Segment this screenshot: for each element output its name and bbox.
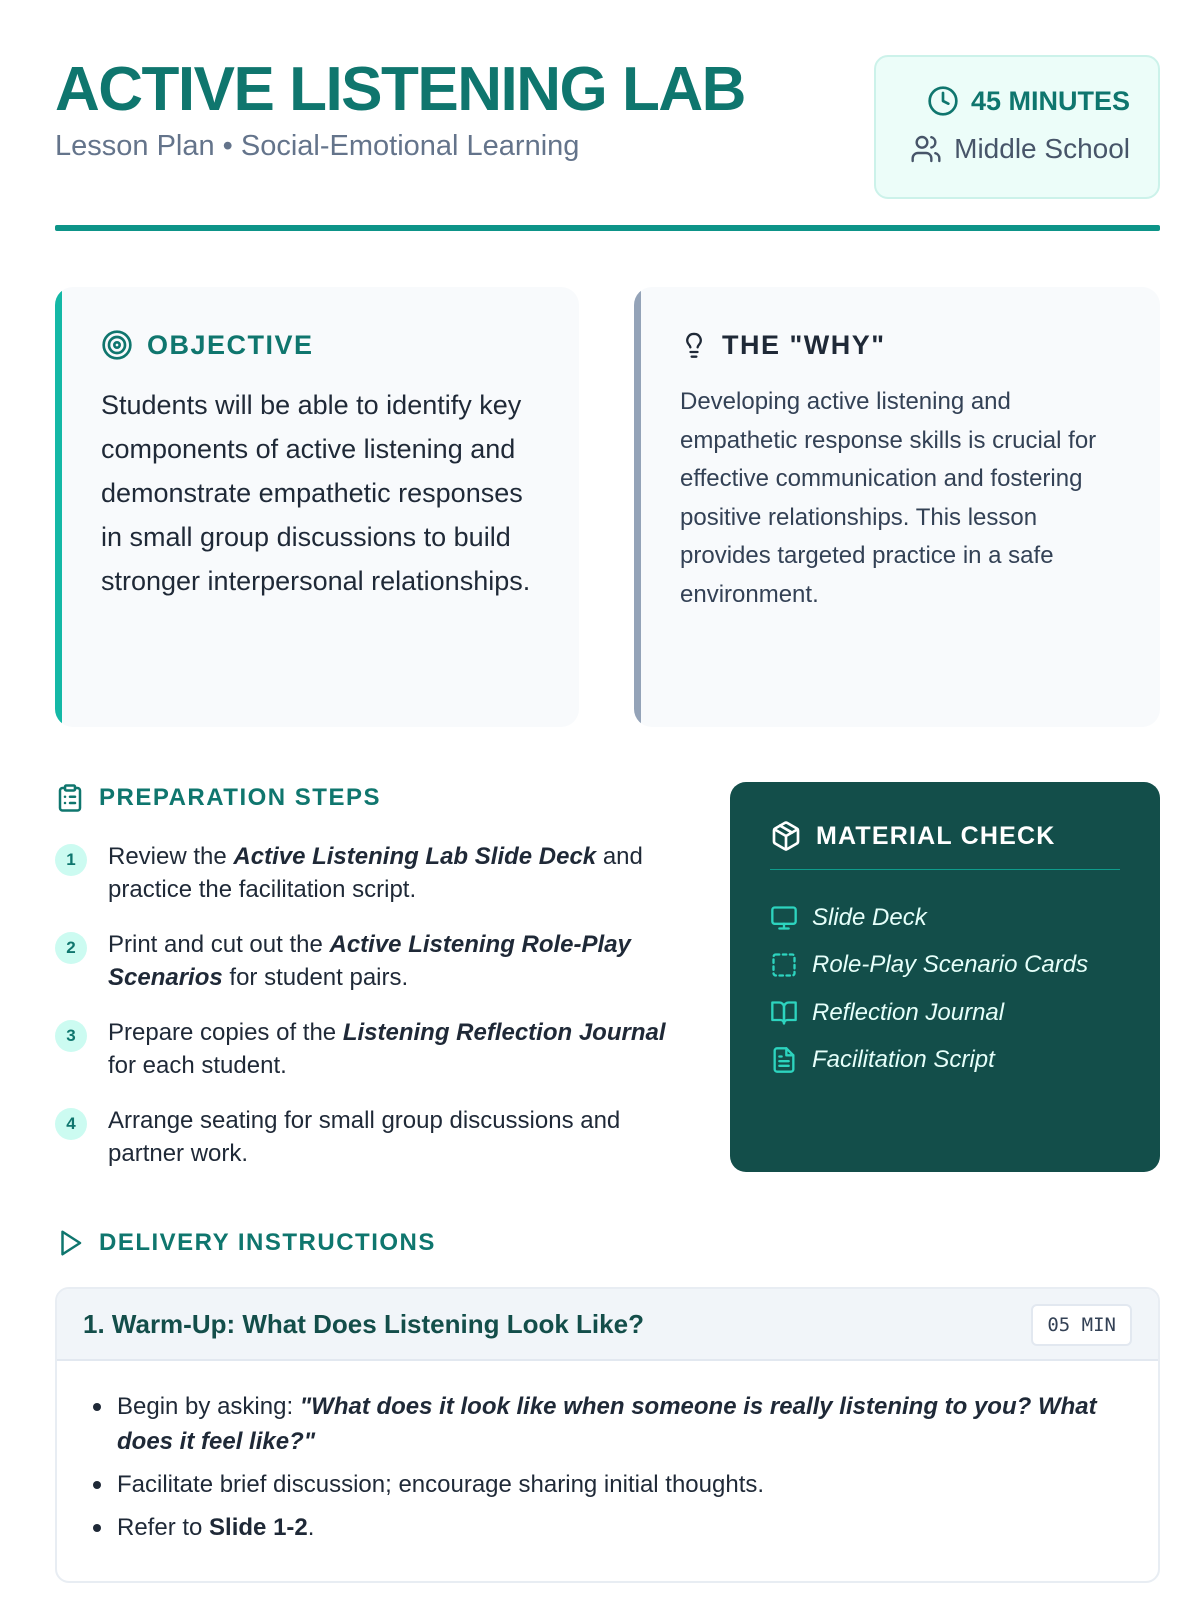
- material-item: [770, 942, 1088, 990]
- delivery-title: DELIVERY INSTRUCTIONS: [99, 1229, 436, 1256]
- dashed-square-icon: [770, 951, 798, 979]
- phase-card-warm-up: [55, 1287, 1160, 1583]
- material-label: Facilitation Script: [812, 1046, 995, 1074]
- phase-header: [57, 1289, 1158, 1361]
- monitor-icon: [770, 904, 798, 932]
- phase-instructions-list: [87, 1389, 1127, 1553]
- material-check-title: MATERIAL CHECK: [816, 821, 1056, 850]
- step-number: 2: [55, 932, 87, 964]
- preparation-header: [55, 782, 381, 814]
- list-item: Refer to Slide 1-2.: [87, 1510, 1127, 1545]
- list-item: Facilitate brief discussion; encourage sharing initial thoughts.: [87, 1467, 1127, 1502]
- book-open-icon: [770, 999, 798, 1027]
- material-check-divider: [770, 869, 1120, 870]
- clock-icon: [927, 85, 959, 117]
- why-header: [680, 329, 886, 361]
- duration-label: 45 MINUTES: [970, 85, 1130, 116]
- slide-reference: Slide 1-2: [209, 1514, 308, 1541]
- phase-duration-badge: 05 MIN: [1031, 1304, 1132, 1346]
- clipboard-icon: [55, 782, 85, 814]
- objective-header: [101, 329, 314, 361]
- package-icon: [770, 820, 802, 852]
- material-item: [770, 989, 1088, 1037]
- header-divider: [55, 225, 1160, 231]
- header: [55, 55, 1160, 235]
- phase-title: 1. Warm-Up: What Does Listening Look Like?: [83, 1309, 644, 1339]
- preparation-title: PREPARATION STEPS: [99, 784, 381, 811]
- play-icon: [55, 1227, 85, 1259]
- why-title: THE "WHY": [722, 329, 886, 360]
- objective-text: Students will be able to identify key components of active listening and demonstrate empathetic responses in small group discussions to build stronger interpersonal relationships.: [101, 390, 531, 596]
- material-item: [770, 1037, 1088, 1085]
- lesson-meta-badge: [874, 55, 1160, 199]
- lightbulb-icon: [680, 329, 708, 361]
- file-text-icon: [770, 1046, 798, 1074]
- why-accent-bar: [634, 287, 641, 727]
- lesson-plan-page: [55, 0, 1160, 1600]
- why-card: [634, 287, 1160, 727]
- delivery-header: [55, 1227, 436, 1259]
- step-text: Arrange seating for small group discussions and partner work.: [108, 1107, 621, 1167]
- step-number: 1: [55, 844, 87, 876]
- users-icon: [910, 133, 942, 165]
- step-number: 4: [55, 1108, 87, 1140]
- material-label: Slide Deck: [812, 903, 927, 931]
- duration-row: [927, 85, 1130, 117]
- step-text: Review the Active Listening Lab Slide Deck and practice the facilitation script.: [108, 843, 643, 903]
- material-item: [770, 894, 1088, 942]
- page-title: ACTIVE LISTENING LAB: [55, 55, 745, 124]
- material-check-header: [770, 820, 1055, 852]
- material-reference: Active Listening Role-Play Scenarios: [108, 931, 631, 991]
- material-reference: Active Listening Lab Slide Deck: [233, 843, 597, 870]
- material-list: [770, 894, 1088, 1084]
- objective-accent-bar: [55, 287, 62, 727]
- step-number: 3: [55, 1020, 87, 1052]
- level-label: Middle School: [954, 133, 1130, 164]
- level-row: [910, 133, 1130, 165]
- material-reference: Listening Reflection Journal: [342, 1019, 666, 1046]
- list-item: Begin by asking: "What does it look like when someone is really listening to you? What does it feel like?": [87, 1389, 1127, 1459]
- objective-card: [55, 287, 579, 727]
- step-text: Prepare copies of the Listening Reflection Journal for each student.: [108, 1019, 666, 1079]
- material-check-panel: [730, 782, 1160, 1172]
- material-label: Role-Play Scenario Cards: [812, 951, 1089, 979]
- page-subtitle: Lesson Plan • Social-Emotional Learning: [55, 130, 580, 162]
- step-text: Print and cut out the Active Listening Role-Play Scenarios for student pairs.: [108, 931, 631, 991]
- why-text: Developing active listening and empathetic response skills is crucial for effective communication and fostering positive relationships. This lesson provides targeted practice in a safe environment.: [680, 388, 1097, 608]
- objective-title: OBJECTIVE: [147, 329, 314, 360]
- material-label: Reflection Journal: [812, 998, 1005, 1026]
- discussion-question: "What does it look like when someone is really listening to you? What does it feel like?": [117, 1393, 1097, 1455]
- target-icon: [101, 329, 133, 361]
